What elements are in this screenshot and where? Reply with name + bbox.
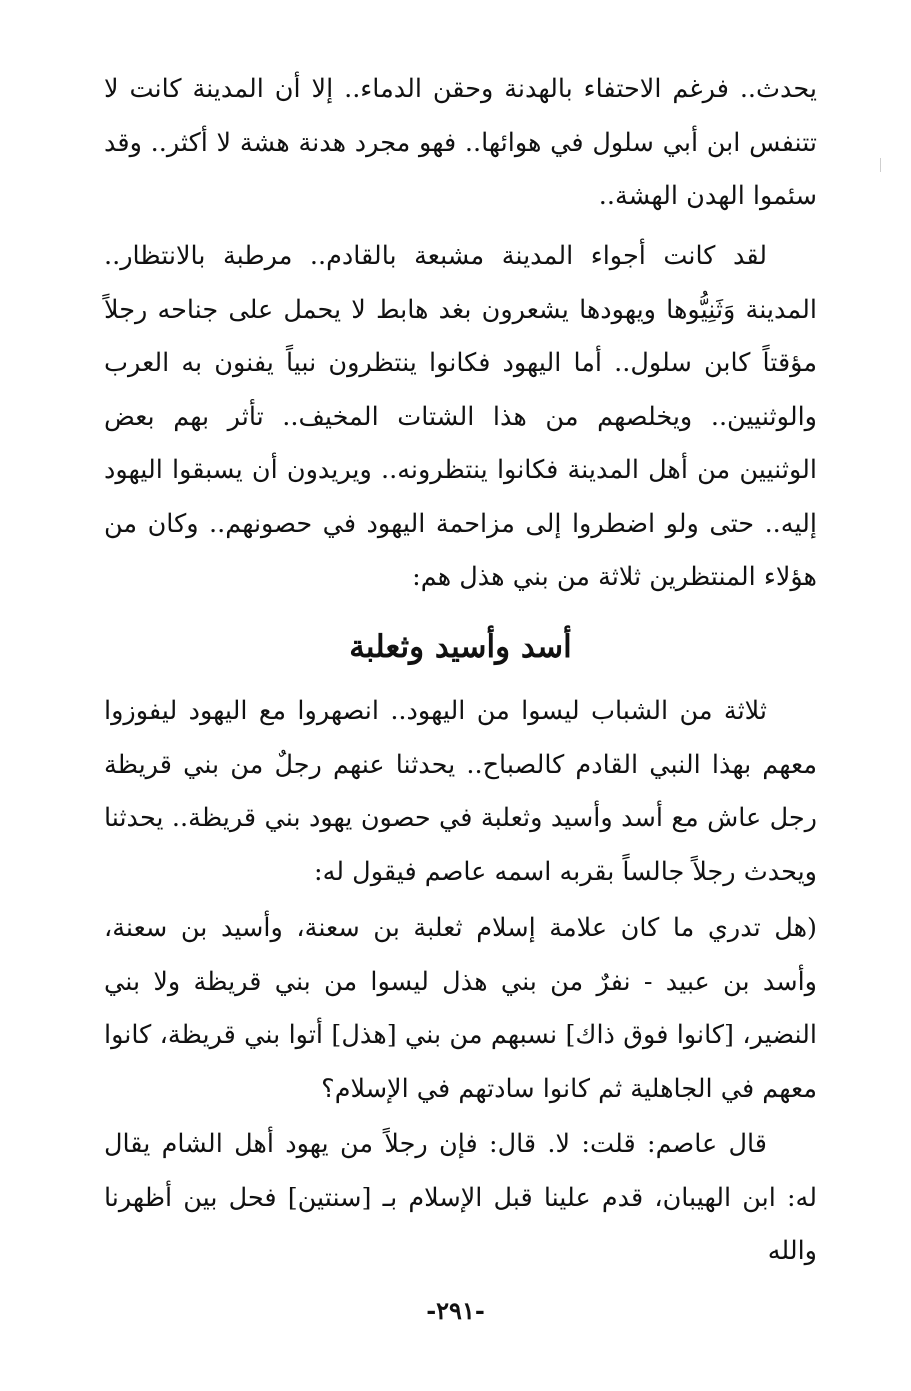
- paragraph-anticipation: لقد كانت أجواء المدينة مشبعة بالقادم.. مرطبة بالانتظار.. المدينة وَثَنِيُّوها ويهودها يشعرون بغد هابط لا يحمل على جناحه رجلاً مؤقتاً كابن سلول.. أما اليهود فكانوا ينتظرون نبياً يفنون به العرب والوثنيين.. ويخلصهم من هذا الشتات المخيف.. تأثر بهم بعض الوثنيين من أهل المدينة فكانوا ينتظرونه.. ويريدون أن يسبقوا اليهود إليه.. حتى ولو اضطروا إلى مزاحمة اليهود في حصونهم.. وكان من هؤلاء المنتظرين ثلاثة من بني هذل هم:: [104, 241, 817, 592]
- scan-edge-mark: [880, 158, 881, 172]
- section-heading: أسد وأسيد وثعلبة: [349, 629, 572, 665]
- second-section: [104, 230, 817, 605]
- third-section: [104, 685, 817, 899]
- paragraph-three-youths: ثلاثة من الشباب ليسوا من اليهود.. انصهروا مع اليهود ليفوزوا معهم بهذا النبي القادم كالصباح.. يحدثنا عنهم رجلٌ من بني قريظة رجل عاش مع أسد وأسيد وثعلبة في حصون يهود بني قريظة.. يحدثنا ويحدث رجلاً جالساً بقربه اسمه عاصم فيقول له:: [104, 696, 817, 887]
- paragraph-asim-reply: قال عاصم: قلت: لا. قال: فإن رجلاً من يهود أهل الشام يقال له: ابن الهيبان، قدم علينا قبل الإسلام بـ [سنتين] فحل بين أظهرنا والله: [104, 1129, 817, 1266]
- quote-section: [104, 902, 817, 1116]
- opening-section: [104, 63, 817, 224]
- paragraph-quotation: (هل تدري ما كان علامة إسلام ثعلبة بن سعنة، وأسيد بن سعنة، وأسد بن عبيد - نفرٌ من بني هذل ليسوا من بني قريظة ولا بني النضير، [كانوا فوق ذاك] نسبهم من بني [هذل] أتوا بني قريظة، كانوا معهم في الجاهلية ثم كانوا سادتهم في الإسلام؟: [104, 913, 817, 1104]
- paragraph-continuation: يحدث.. فرغم الاحتفاء بالهدنة وحقن الدماء.. إلا أن المدينة كانت لا تتنفس ابن أبي سلول في هوائها.. فهو مجرد هدنة هشة لا أكثر.. وقد سئموا الهدن الهشة..: [104, 74, 817, 211]
- page-number: -٢٩١-: [426, 1296, 485, 1325]
- final-section: [104, 1118, 817, 1279]
